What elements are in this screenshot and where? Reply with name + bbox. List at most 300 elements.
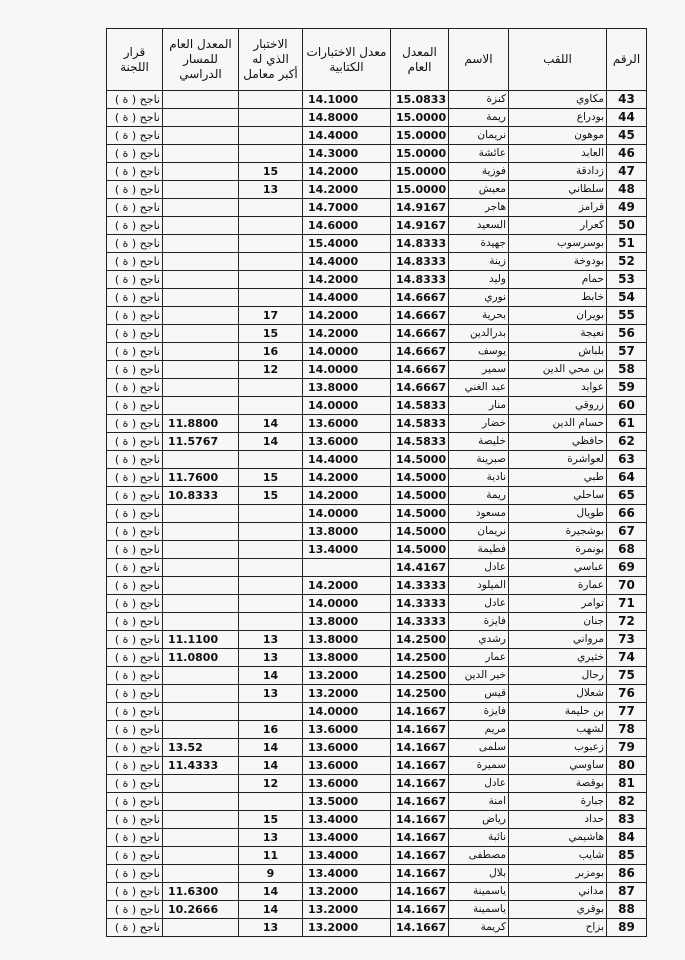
surname-cell: رحال <box>509 667 607 685</box>
first-name-cell: امنة <box>449 793 509 811</box>
study-path-average-cell: 11.0800 <box>163 649 239 667</box>
row-number-cell: 60 <box>607 397 647 415</box>
study-path-average-cell <box>163 451 239 469</box>
highest-coefficient-exam-cell: 12 <box>239 775 303 793</box>
table-row <box>107 289 647 307</box>
row-number-cell: 50 <box>607 217 647 235</box>
written-exams-average-cell: 14.3000 <box>303 145 391 163</box>
highest-coefficient-exam-cell <box>239 271 303 289</box>
general-average-cell: 14.6667 <box>391 361 449 379</box>
row-number-cell: 71 <box>607 595 647 613</box>
header-row <box>107 29 647 91</box>
written-exams-average-cell: 13.6000 <box>303 757 391 775</box>
study-path-average-cell: 11.6300 <box>163 883 239 901</box>
study-path-average-cell <box>163 721 239 739</box>
header-number: الرقم <box>607 29 647 91</box>
table-row <box>107 271 647 289</box>
first-name-cell: ياسمينة <box>449 901 509 919</box>
committee-decision-cell: ناجح ( ة ) <box>107 199 163 217</box>
row-number-cell: 53 <box>607 271 647 289</box>
committee-decision-cell: ناجح ( ة ) <box>107 235 163 253</box>
surname-cell: حسام الدين <box>509 415 607 433</box>
table-row <box>107 433 647 451</box>
first-name-cell: كنزة <box>449 91 509 109</box>
study-path-average-cell <box>163 397 239 415</box>
written-exams-average-cell: 14.4000 <box>303 289 391 307</box>
first-name-cell: ياسمينة <box>449 883 509 901</box>
committee-decision-cell: ناجح ( ة ) <box>107 667 163 685</box>
study-path-average-cell <box>163 703 239 721</box>
first-name-cell: نريمان <box>449 127 509 145</box>
committee-decision-cell: ناجح ( ة ) <box>107 865 163 883</box>
first-name-cell: فطيمة <box>449 541 509 559</box>
highest-coefficient-exam-cell: 15 <box>239 487 303 505</box>
study-path-average-cell <box>163 379 239 397</box>
general-average-cell: 14.4167 <box>391 559 449 577</box>
study-path-average-cell <box>163 847 239 865</box>
row-number-cell: 75 <box>607 667 647 685</box>
study-path-average-cell: 11.7600 <box>163 469 239 487</box>
row-number-cell: 73 <box>607 631 647 649</box>
committee-decision-cell: ناجح ( ة ) <box>107 307 163 325</box>
surname-cell: بوقري <box>509 901 607 919</box>
study-path-average-cell: 13.52 <box>163 739 239 757</box>
table-row <box>107 739 647 757</box>
study-path-average-cell <box>163 307 239 325</box>
general-average-cell: 14.1667 <box>391 811 449 829</box>
written-exams-average-cell: 13.4000 <box>303 847 391 865</box>
first-name-cell: عبد الغني <box>449 379 509 397</box>
row-number-cell: 70 <box>607 577 647 595</box>
surname-cell: حداد <box>509 811 607 829</box>
surname-cell: مكاوي <box>509 91 607 109</box>
row-number-cell: 49 <box>607 199 647 217</box>
highest-coefficient-exam-cell: 15 <box>239 325 303 343</box>
study-path-average-cell <box>163 685 239 703</box>
row-number-cell: 80 <box>607 757 647 775</box>
general-average-cell: 14.3333 <box>391 577 449 595</box>
table-row <box>107 757 647 775</box>
surname-cell: موهون <box>509 127 607 145</box>
general-average-cell: 15.0000 <box>391 109 449 127</box>
table-row <box>107 361 647 379</box>
general-average-cell: 14.1667 <box>391 775 449 793</box>
general-average-cell: 14.1667 <box>391 883 449 901</box>
first-name-cell: سلمى <box>449 739 509 757</box>
surname-cell: بودوخة <box>509 253 607 271</box>
study-path-average-cell <box>163 325 239 343</box>
committee-decision-cell: ناجح ( ة ) <box>107 739 163 757</box>
row-number-cell: 66 <box>607 505 647 523</box>
table-row <box>107 415 647 433</box>
table-row <box>107 181 647 199</box>
general-average-cell: 14.6667 <box>391 307 449 325</box>
first-name-cell: منار <box>449 397 509 415</box>
committee-decision-cell: ناجح ( ة ) <box>107 361 163 379</box>
study-path-average-cell <box>163 91 239 109</box>
table-row <box>107 199 647 217</box>
first-name-cell: كريمة <box>449 919 509 937</box>
highest-coefficient-exam-cell: 13 <box>239 181 303 199</box>
table-row <box>107 523 647 541</box>
table-row <box>107 811 647 829</box>
general-average-cell: 14.1667 <box>391 847 449 865</box>
study-path-average-cell <box>163 361 239 379</box>
general-average-cell: 14.5000 <box>391 469 449 487</box>
first-name-cell: فوزية <box>449 163 509 181</box>
study-path-average-cell <box>163 217 239 235</box>
committee-decision-cell: ناجح ( ة ) <box>107 451 163 469</box>
committee-decision-cell: ناجح ( ة ) <box>107 343 163 361</box>
first-name-cell: عادل <box>449 595 509 613</box>
table-row <box>107 559 647 577</box>
first-name-cell: مصطفى <box>449 847 509 865</box>
results-sheet <box>106 28 646 937</box>
surname-cell: بودراع <box>509 109 607 127</box>
written-exams-average-cell: 13.8000 <box>303 379 391 397</box>
surname-cell: زعبوب <box>509 739 607 757</box>
committee-decision-cell: ناجح ( ة ) <box>107 901 163 919</box>
row-number-cell: 69 <box>607 559 647 577</box>
row-number-cell: 67 <box>607 523 647 541</box>
table-row <box>107 847 647 865</box>
study-path-average-cell <box>163 181 239 199</box>
highest-coefficient-exam-cell: 17 <box>239 307 303 325</box>
written-exams-average-cell: 13.2000 <box>303 919 391 937</box>
general-average-cell: 15.0000 <box>391 127 449 145</box>
row-number-cell: 79 <box>607 739 647 757</box>
written-exams-average-cell: 14.2000 <box>303 163 391 181</box>
committee-decision-cell: ناجح ( ة ) <box>107 649 163 667</box>
first-name-cell: ريمة <box>449 487 509 505</box>
first-name-cell: ريمة <box>449 109 509 127</box>
written-exams-average-cell: 14.0000 <box>303 703 391 721</box>
row-number-cell: 84 <box>607 829 647 847</box>
study-path-average-cell <box>163 163 239 181</box>
table-row <box>107 541 647 559</box>
highest-coefficient-exam-cell <box>239 541 303 559</box>
written-exams-average-cell: 14.0000 <box>303 595 391 613</box>
first-name-cell: عائشة <box>449 145 509 163</box>
table-body <box>107 91 647 937</box>
table-row <box>107 253 647 271</box>
written-exams-average-cell: 13.6000 <box>303 721 391 739</box>
highest-coefficient-exam-cell: 13 <box>239 631 303 649</box>
highest-coefficient-exam-cell <box>239 451 303 469</box>
general-average-cell: 14.2500 <box>391 685 449 703</box>
results-table <box>106 28 647 937</box>
written-exams-average-cell: 14.2000 <box>303 469 391 487</box>
first-name-cell: نائبة <box>449 829 509 847</box>
row-number-cell: 65 <box>607 487 647 505</box>
written-exams-average-cell: 14.2000 <box>303 325 391 343</box>
first-name-cell: جهيدة <box>449 235 509 253</box>
committee-decision-cell: ناجح ( ة ) <box>107 325 163 343</box>
highest-coefficient-exam-cell <box>239 397 303 415</box>
written-exams-average-cell: 14.2000 <box>303 577 391 595</box>
first-name-cell: يوسف <box>449 343 509 361</box>
general-average-cell: 14.1667 <box>391 901 449 919</box>
first-name-cell: سميرة <box>449 757 509 775</box>
surname-cell: خثيري <box>509 649 607 667</box>
highest-coefficient-exam-cell: 14 <box>239 415 303 433</box>
header-general-average: المعدل العام <box>391 29 449 91</box>
table-row <box>107 631 647 649</box>
highest-coefficient-exam-cell <box>239 235 303 253</box>
written-exams-average-cell: 13.5000 <box>303 793 391 811</box>
table-row <box>107 325 647 343</box>
committee-decision-cell: ناجح ( ة ) <box>107 145 163 163</box>
written-exams-average-cell: 14.2000 <box>303 307 391 325</box>
table-row <box>107 865 647 883</box>
committee-decision-cell: ناجح ( ة ) <box>107 433 163 451</box>
study-path-average-cell <box>163 667 239 685</box>
surname-cell: عمارة <box>509 577 607 595</box>
general-average-cell: 14.8333 <box>391 235 449 253</box>
highest-coefficient-exam-cell <box>239 793 303 811</box>
committee-decision-cell: ناجح ( ة ) <box>107 181 163 199</box>
committee-decision-cell: ناجح ( ة ) <box>107 109 163 127</box>
row-number-cell: 88 <box>607 901 647 919</box>
study-path-average-cell <box>163 271 239 289</box>
study-path-average-cell <box>163 811 239 829</box>
highest-coefficient-exam-cell: 15 <box>239 163 303 181</box>
first-name-cell: نادية <box>449 469 509 487</box>
row-number-cell: 48 <box>607 181 647 199</box>
surname-cell: مرواني <box>509 631 607 649</box>
highest-coefficient-exam-cell <box>239 127 303 145</box>
highest-coefficient-exam-cell: 14 <box>239 433 303 451</box>
committee-decision-cell: ناجح ( ة ) <box>107 469 163 487</box>
row-number-cell: 77 <box>607 703 647 721</box>
written-exams-average-cell: 14.0000 <box>303 361 391 379</box>
study-path-average-cell: 11.5767 <box>163 433 239 451</box>
table-row <box>107 901 647 919</box>
surname-cell: نعيجة <box>509 325 607 343</box>
written-exams-average-cell: 13.6000 <box>303 433 391 451</box>
highest-coefficient-exam-cell: 14 <box>239 901 303 919</box>
first-name-cell: زينة <box>449 253 509 271</box>
row-number-cell: 47 <box>607 163 647 181</box>
written-exams-average-cell: 13.8000 <box>303 523 391 541</box>
written-exams-average-cell: 14.4000 <box>303 451 391 469</box>
highest-coefficient-exam-cell: 15 <box>239 469 303 487</box>
row-number-cell: 74 <box>607 649 647 667</box>
table-row <box>107 703 647 721</box>
first-name-cell: فايزة <box>449 703 509 721</box>
highest-coefficient-exam-cell <box>239 253 303 271</box>
first-name-cell: خليصة <box>449 433 509 451</box>
table-row <box>107 577 647 595</box>
row-number-cell: 68 <box>607 541 647 559</box>
study-path-average-cell: 10.8333 <box>163 487 239 505</box>
study-path-average-cell <box>163 523 239 541</box>
study-path-average-cell <box>163 613 239 631</box>
committee-decision-cell: ناجح ( ة ) <box>107 829 163 847</box>
row-number-cell: 59 <box>607 379 647 397</box>
written-exams-average-cell: 13.2000 <box>303 883 391 901</box>
highest-coefficient-exam-cell: 16 <box>239 721 303 739</box>
first-name-cell: الميلود <box>449 577 509 595</box>
study-path-average-cell <box>163 343 239 361</box>
highest-coefficient-exam-cell <box>239 109 303 127</box>
general-average-cell: 14.5833 <box>391 415 449 433</box>
general-average-cell: 14.3333 <box>391 595 449 613</box>
written-exams-average-cell: 14.1000 <box>303 91 391 109</box>
first-name-cell: مريم <box>449 721 509 739</box>
first-name-cell: صبرينة <box>449 451 509 469</box>
first-name-cell: بحرية <box>449 307 509 325</box>
table-row <box>107 685 647 703</box>
committee-decision-cell: ناجح ( ة ) <box>107 559 163 577</box>
study-path-average-cell <box>163 541 239 559</box>
row-number-cell: 82 <box>607 793 647 811</box>
highest-coefficient-exam-cell <box>239 91 303 109</box>
written-exams-average-cell: 13.4000 <box>303 829 391 847</box>
row-number-cell: 52 <box>607 253 647 271</box>
general-average-cell: 14.5000 <box>391 451 449 469</box>
written-exams-average-cell: 14.0000 <box>303 343 391 361</box>
surname-cell: حافظي <box>509 433 607 451</box>
table-row <box>107 595 647 613</box>
written-exams-average-cell: 14.4000 <box>303 253 391 271</box>
highest-coefficient-exam-cell: 15 <box>239 811 303 829</box>
committee-decision-cell: ناجح ( ة ) <box>107 541 163 559</box>
table-row <box>107 343 647 361</box>
table-row <box>107 883 647 901</box>
study-path-average-cell <box>163 109 239 127</box>
row-number-cell: 54 <box>607 289 647 307</box>
header-first-name: الاسم <box>449 29 509 91</box>
table-row <box>107 775 647 793</box>
row-number-cell: 57 <box>607 343 647 361</box>
table-row <box>107 307 647 325</box>
surname-cell: بوسرسوب <box>509 235 607 253</box>
general-average-cell: 14.1667 <box>391 703 449 721</box>
surname-cell: خابط <box>509 289 607 307</box>
written-exams-average-cell: 15.4000 <box>303 235 391 253</box>
study-path-average-cell <box>163 199 239 217</box>
general-average-cell: 14.1667 <box>391 757 449 775</box>
header-highest-coefficient-exam: الاختبار الذي له أكبر معامل <box>239 29 303 91</box>
written-exams-average-cell: 14.8000 <box>303 109 391 127</box>
highest-coefficient-exam-cell: 14 <box>239 667 303 685</box>
highest-coefficient-exam-cell: 16 <box>239 343 303 361</box>
committee-decision-cell: ناجح ( ة ) <box>107 811 163 829</box>
first-name-cell: خضار <box>449 415 509 433</box>
committee-decision-cell: ناجح ( ة ) <box>107 703 163 721</box>
general-average-cell: 14.8333 <box>391 271 449 289</box>
surname-cell: عوابد <box>509 379 607 397</box>
general-average-cell: 14.2500 <box>391 649 449 667</box>
committee-decision-cell: ناجح ( ة ) <box>107 919 163 937</box>
study-path-average-cell <box>163 865 239 883</box>
committee-decision-cell: ناجح ( ة ) <box>107 397 163 415</box>
highest-coefficient-exam-cell <box>239 595 303 613</box>
general-average-cell: 14.5000 <box>391 505 449 523</box>
table-row <box>107 109 647 127</box>
first-name-cell: مسعود <box>449 505 509 523</box>
general-average-cell: 15.0000 <box>391 181 449 199</box>
general-average-cell: 14.3333 <box>391 613 449 631</box>
highest-coefficient-exam-cell <box>239 703 303 721</box>
study-path-average-cell <box>163 775 239 793</box>
row-number-cell: 46 <box>607 145 647 163</box>
row-number-cell: 55 <box>607 307 647 325</box>
first-name-cell: بدرالدين <box>449 325 509 343</box>
surname-cell: بوقصة <box>509 775 607 793</box>
study-path-average-cell <box>163 145 239 163</box>
highest-coefficient-exam-cell <box>239 145 303 163</box>
surname-cell: لعواشرة <box>509 451 607 469</box>
header-written-exams-average: معدل الاختبارات الكتابية <box>303 29 391 91</box>
committee-decision-cell: ناجح ( ة ) <box>107 883 163 901</box>
study-path-average-cell <box>163 235 239 253</box>
highest-coefficient-exam-cell: 12 <box>239 361 303 379</box>
study-path-average-cell: 11.4333 <box>163 757 239 775</box>
written-exams-average-cell: 13.6000 <box>303 775 391 793</box>
written-exams-average-cell: 13.4000 <box>303 541 391 559</box>
surname-cell: زدادقة <box>509 163 607 181</box>
row-number-cell: 44 <box>607 109 647 127</box>
highest-coefficient-exam-cell: 13 <box>239 919 303 937</box>
written-exams-average-cell: 14.0000 <box>303 505 391 523</box>
study-path-average-cell <box>163 829 239 847</box>
highest-coefficient-exam-cell <box>239 217 303 235</box>
highest-coefficient-exam-cell: 11 <box>239 847 303 865</box>
highest-coefficient-exam-cell: 14 <box>239 757 303 775</box>
general-average-cell: 14.1667 <box>391 721 449 739</box>
row-number-cell: 85 <box>607 847 647 865</box>
study-path-average-cell <box>163 919 239 937</box>
row-number-cell: 63 <box>607 451 647 469</box>
study-path-average-cell <box>163 793 239 811</box>
row-number-cell: 62 <box>607 433 647 451</box>
written-exams-average-cell: 14.7000 <box>303 199 391 217</box>
first-name-cell: قيس <box>449 685 509 703</box>
general-average-cell: 14.1667 <box>391 793 449 811</box>
table-row <box>107 793 647 811</box>
first-name-cell: وليد <box>449 271 509 289</box>
committee-decision-cell: ناجح ( ة ) <box>107 757 163 775</box>
surname-cell: كعرار <box>509 217 607 235</box>
committee-decision-cell: ناجح ( ة ) <box>107 217 163 235</box>
row-number-cell: 89 <box>607 919 647 937</box>
surname-cell: شايب <box>509 847 607 865</box>
general-average-cell: 15.0833 <box>391 91 449 109</box>
surname-cell: طبي <box>509 469 607 487</box>
table-row <box>107 613 647 631</box>
highest-coefficient-exam-cell: 13 <box>239 685 303 703</box>
general-average-cell: 14.6667 <box>391 289 449 307</box>
row-number-cell: 64 <box>607 469 647 487</box>
committee-decision-cell: ناجح ( ة ) <box>107 271 163 289</box>
row-number-cell: 87 <box>607 883 647 901</box>
first-name-cell: السعيد <box>449 217 509 235</box>
surname-cell: بومزبر <box>509 865 607 883</box>
general-average-cell: 14.9167 <box>391 217 449 235</box>
committee-decision-cell: ناجح ( ة ) <box>107 793 163 811</box>
highest-coefficient-exam-cell: 14 <box>239 883 303 901</box>
committee-decision-cell: ناجح ( ة ) <box>107 289 163 307</box>
committee-decision-cell: ناجح ( ة ) <box>107 847 163 865</box>
surname-cell: بن محي الدين <box>509 361 607 379</box>
highest-coefficient-exam-cell <box>239 613 303 631</box>
header-study-path-average: المعدل العام للمسار الدراسي <box>163 29 239 91</box>
study-path-average-cell <box>163 505 239 523</box>
general-average-cell: 14.5000 <box>391 541 449 559</box>
table-row <box>107 829 647 847</box>
